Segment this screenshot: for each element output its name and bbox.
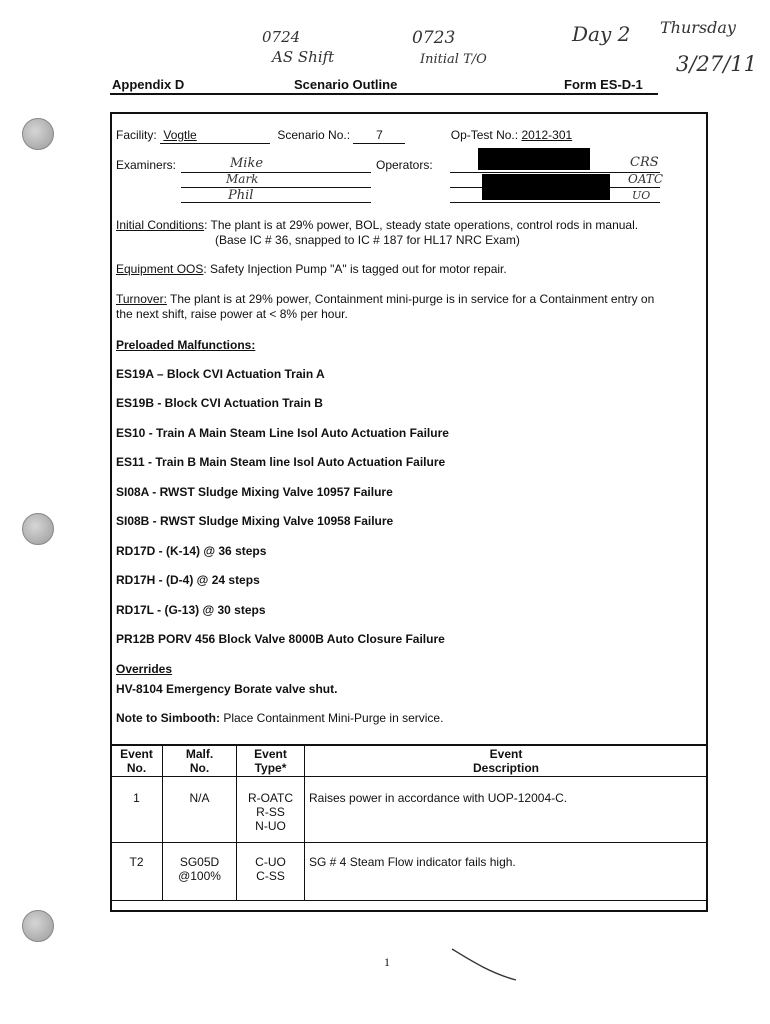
preloaded-malfunctions-label: Preloaded Malfunctions: [116, 338, 256, 352]
scenario-value: 7 [353, 128, 405, 144]
examiner-line [181, 172, 371, 173]
malfunction-item: PR12B PORV 456 Block Valve 8000B Auto Closure Failure [116, 632, 445, 646]
malf-no: SG05D @100% [163, 843, 237, 901]
table-header-row [111, 745, 708, 777]
punch-hole [22, 118, 54, 150]
malfunction-item: ES19A – Block CVI Actuation Train A [116, 367, 325, 381]
handwritten-day: Day 2 [572, 22, 631, 46]
examiner-name-2: Mark [226, 172, 259, 186]
equipment-oos-text: : Safety Injection Pump "A" is tagged out for motor repair. [203, 262, 507, 276]
examiner-name-3: Phil [228, 188, 254, 203]
operator-role-2: OATC [628, 172, 664, 186]
event-description: Raises power in accordance with UOP-12004-C. [305, 777, 708, 843]
scenario-label: Scenario No.: [277, 128, 351, 142]
redaction-box [478, 148, 590, 170]
initial-conditions-text: : The plant is at 29% power, BOL, steady state operations, control rods in manual. [204, 218, 639, 232]
event-type: C-UO C-SS [237, 843, 305, 901]
malfunction-item: ES11 - Train B Main Steam line Isol Auto Actuation Failure [116, 455, 446, 469]
event-no: T2 [111, 843, 163, 901]
operators-label: Operators: [376, 158, 433, 172]
table-row [111, 843, 708, 901]
form-label: Form ES-D-1 [564, 77, 643, 92]
punch-hole [22, 910, 54, 942]
optest-label: Op-Test No.: [450, 128, 519, 142]
pen-stroke [450, 945, 520, 985]
malfunction-item: RD17L - (G-13) @ 30 steps [116, 603, 266, 617]
initial-conditions-label: Initial Conditions [116, 218, 205, 232]
facility-label: Facility: [116, 128, 157, 142]
malfunction-item: SI08B - RWST Sludge Mixing Valve 10958 Failure [116, 514, 394, 528]
table-row [111, 777, 708, 843]
initial-conditions-text-2: (Base IC # 36, snapped to IC # 187 for HL17 NRC Exam) [215, 233, 520, 247]
handwritten-code-2: 0723 [412, 28, 456, 48]
header-rule [110, 93, 658, 95]
turnover [116, 292, 701, 307]
header-event-type: Event Type* [237, 745, 305, 777]
overrides-label: Overrides [116, 662, 173, 676]
operator-role-1: CRS [630, 155, 659, 170]
simbooth-note [116, 711, 443, 726]
header-event-no: Event No. [111, 745, 163, 777]
optest-value: 2012-301 [521, 128, 573, 142]
facility-value-field [160, 128, 270, 144]
event-table [110, 744, 708, 901]
equipment-oos-label: Equipment OOS [116, 262, 204, 276]
event-type: R-OATC R-SS N-UO [237, 777, 305, 843]
examiner-name-1: Mike [230, 156, 264, 171]
handwritten-weekday: Thursday [660, 18, 736, 37]
handwritten-code-1: 0724 [262, 28, 301, 46]
malf-no: N/A [163, 777, 237, 843]
initial-conditions [116, 218, 701, 233]
simbooth-text: Place Containment Mini-Purge in service. [219, 711, 444, 725]
malfunction-item: SI08A - RWST Sludge Mixing Valve 10957 Failure [116, 485, 393, 499]
turnover-label: Turnover: [116, 292, 167, 306]
punch-hole [22, 513, 54, 545]
facility-row [116, 128, 701, 144]
operator-line [450, 202, 660, 203]
equipment-oos [116, 262, 701, 277]
redaction-box [482, 174, 610, 200]
turnover-text: The plant is at 29% power, Containment mini-purge is in service for a Containment entry on [166, 292, 655, 306]
event-no: 1 [111, 777, 163, 843]
examiner-line [181, 187, 371, 188]
header-event-description: Event Description [305, 745, 708, 777]
turnover-text-2: the next shift, raise power at < 8% per hour. [116, 307, 348, 321]
page-number: 1 [384, 955, 390, 969]
examiner-line [181, 202, 371, 203]
operator-role-3: UO [632, 189, 651, 202]
malfunction-item: ES19B - Block CVI Actuation Train B [116, 396, 323, 410]
event-description: SG # 4 Steam Flow indicator fails high. [305, 843, 708, 901]
handwritten-note-2: Initial T/O [420, 52, 487, 67]
appendix-label: Appendix D [112, 77, 185, 92]
simbooth-label: Note to Simbooth: [116, 711, 220, 725]
handwritten-note-1: AS Shift [272, 48, 335, 66]
facility-value: Vogtle [163, 128, 197, 142]
examiners-label: Examiners: [116, 158, 177, 172]
page-title: Scenario Outline [294, 77, 398, 92]
overrides-text: HV-8104 Emergency Borate valve shut. [116, 682, 338, 696]
malfunction-item: ES10 - Train A Main Steam Line Isol Auto Actuation Failure [116, 426, 449, 440]
malfunction-item: RD17H - (D-4) @ 24 steps [116, 573, 260, 587]
malfunction-item: RD17D - (K-14) @ 36 steps [116, 544, 267, 558]
header-malf-no: Malf. No. [163, 745, 237, 777]
handwritten-date: 3/27/11 [676, 52, 757, 76]
